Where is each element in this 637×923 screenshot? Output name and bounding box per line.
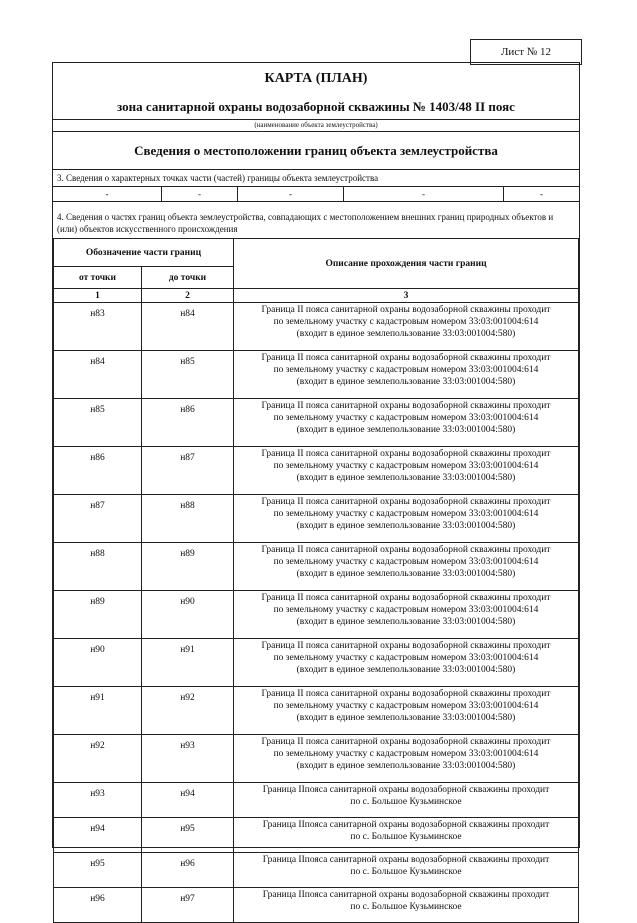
cell-to: н90 [142,591,234,639]
table-row [54,591,579,639]
divider [53,201,579,202]
desc-line: Граница II пояса санитарной охраны водозаборной скважины проходит [261,545,551,555]
cell-description [234,543,579,591]
header-from: от точки [54,267,142,289]
section-title: Сведения о местоположении границ объекта землеустройства [134,143,498,158]
table-row [54,495,579,543]
cell-to: н85 [142,351,234,399]
sheet-number: Лист № 12 [470,39,582,65]
cell-to: н92 [142,687,234,735]
table-row [54,818,579,853]
boundary-parts-table [53,238,579,923]
subtitle-caption: (наименование объекта землеустройства) [254,121,378,129]
divider [53,119,579,120]
table-row [54,735,579,783]
cell-from: н89 [54,591,142,639]
cell-description [234,687,579,735]
cell-from: н90 [54,639,142,687]
col-number: 1 [54,289,142,303]
desc-line: по земельному участку с кадастровым номером 33:03:001004:614 [273,701,539,711]
cell-to: н95 [142,818,234,853]
cell-description [234,888,579,923]
section3-value: - [237,187,343,201]
cell-from: н84 [54,351,142,399]
desc-line: Граница IIпояса санитарной охраны водозаборной скважины проходит [262,890,550,900]
desc-line: по земельному участку с кадастровым номером 33:03:001004:614 [273,317,539,327]
table-row [54,351,579,399]
cell-from: н96 [54,888,142,923]
cell-from: н91 [54,687,142,735]
cell-to: н93 [142,735,234,783]
cell-description [234,818,579,853]
cell-from: н95 [54,853,142,888]
cell-to: н86 [142,399,234,447]
desc-line: (входит в единое землепользование 33:03:001004:580) [296,665,516,675]
table-row [54,399,579,447]
table-row [54,447,579,495]
desc-line: по с. Большое Кузьминское [350,867,462,877]
desc-line: по земельному участку с кадастровым номером 33:03:001004:614 [273,461,539,471]
cell-to: н97 [142,888,234,923]
section4-label: 4. Сведения о частях границ объекта землеустройства, совпадающих с местоположением внешних границ природных объектов и (или) объектов искусственного происхождения [57,212,554,234]
cell-description [234,399,579,447]
cell-description [234,639,579,687]
cell-from: н92 [54,735,142,783]
page-subtitle: зона санитарной охраны водозаборной скважины № 1403/48 II пояс [117,99,515,114]
section3-value: - [343,187,503,201]
divider [53,131,579,132]
desc-line: Граница II пояса санитарной охраны водозаборной скважины проходит [261,737,551,747]
cell-from: н87 [54,495,142,543]
desc-line: (входит в единое землепользование 33:03:001004:580) [296,473,516,483]
cell-description [234,783,579,818]
header-to: до точки [142,267,234,289]
desc-line: (входит в единое землепользование 33:03:001004:580) [296,617,516,627]
section3-value: - [503,187,579,201]
desc-line: по земельному участку с кадастровым номером 33:03:001004:614 [273,413,539,423]
desc-line: (входит в единое землепользование 33:03:001004:580) [296,569,516,579]
cell-to: н96 [142,853,234,888]
desc-line: по с. Большое Кузьминское [350,832,462,842]
desc-line: (входит в единое землепользование 33:03:001004:580) [296,377,516,387]
desc-line: Граница II пояса санитарной охраны водозаборной скважины проходит [261,305,551,315]
desc-line: по с. Большое Кузьминское [350,902,462,912]
cell-from: н93 [54,783,142,818]
col-number: 2 [142,289,234,303]
table-row [54,303,579,351]
desc-line: Граница II пояса санитарной охраны водозаборной скважины проходит [261,449,551,459]
cell-to: н88 [142,495,234,543]
table-row [54,543,579,591]
header-description: Описание прохождения части границ [234,239,579,289]
desc-line: (входит в единое землепользование 33:03:001004:580) [296,713,516,723]
desc-line: по земельному участку с кадастровым номером 33:03:001004:614 [273,365,539,375]
section3-values-row [53,187,579,201]
cell-description [234,735,579,783]
desc-line: Граница IIпояса санитарной охраны водозаборной скважины проходит [262,785,550,795]
desc-line: (входит в единое землепользование 33:03:001004:580) [296,761,516,771]
desc-line: Граница II пояса санитарной охраны водозаборной скважины проходит [261,689,551,699]
cell-to: н89 [142,543,234,591]
cell-from: н85 [54,399,142,447]
cell-to: н84 [142,303,234,351]
desc-line: Граница II пояса санитарной охраны водозаборной скважины проходит [261,641,551,651]
desc-line: по земельному участку с кадастровым номером 33:03:001004:614 [273,653,539,663]
cell-from: н94 [54,818,142,853]
cell-from: н86 [54,447,142,495]
cell-description [234,447,579,495]
cell-description [234,351,579,399]
table-row [54,853,579,888]
desc-line: Граница II пояса санитарной охраны водозаборной скважины проходит [261,401,551,411]
cell-to: н94 [142,783,234,818]
section3-label: 3. Сведения о характерных точках части (частей) границы объекта землеустройства [57,173,379,183]
table-row [54,639,579,687]
cell-from: н83 [54,303,142,351]
cell-description [234,303,579,351]
section3-value: - [161,187,237,201]
cell-to: н87 [142,447,234,495]
table-row [54,687,579,735]
page-title: КАРТА (ПЛАН) [264,71,368,86]
table-row [54,783,579,818]
desc-line: по земельному участку с кадастровым номером 33:03:001004:614 [273,557,539,567]
desc-line: по земельному участку с кадастровым номером 33:03:001004:614 [273,605,539,615]
header-group: Обозначение части границ [54,239,234,267]
divider [53,169,579,170]
cell-description [234,591,579,639]
desc-line: по с. Большое Кузьминское [350,797,462,807]
cell-from: н88 [54,543,142,591]
desc-line: (входит в единое землепользование 33:03:001004:580) [296,521,516,531]
desc-line: по земельному участку с кадастровым номером 33:03:001004:614 [273,749,539,759]
section3-value: - [105,189,109,199]
col-number: 3 [234,289,579,303]
desc-line: Граница II пояса санитарной охраны водозаборной скважины проходит [261,353,551,363]
desc-line: Граница IIпояса санитарной охраны водозаборной скважины проходит [262,855,550,865]
desc-line: Граница II пояса санитарной охраны водозаборной скважины проходит [261,593,551,603]
desc-line: Граница II пояса санитарной охраны водозаборной скважины проходит [261,497,551,507]
cell-description [234,853,579,888]
desc-line: (входит в единое землепользование 33:03:001004:580) [296,425,516,435]
desc-line: (входит в единое землепользование 33:03:001004:580) [296,329,516,339]
desc-line: по земельному участку с кадастровым номером 33:03:001004:614 [273,509,539,519]
document-frame [52,62,580,912]
cell-to: н91 [142,639,234,687]
desc-line: Граница IIпояса санитарной охраны водозаборной скважины проходит [262,820,550,830]
cell-description [234,495,579,543]
table-row [54,888,579,923]
